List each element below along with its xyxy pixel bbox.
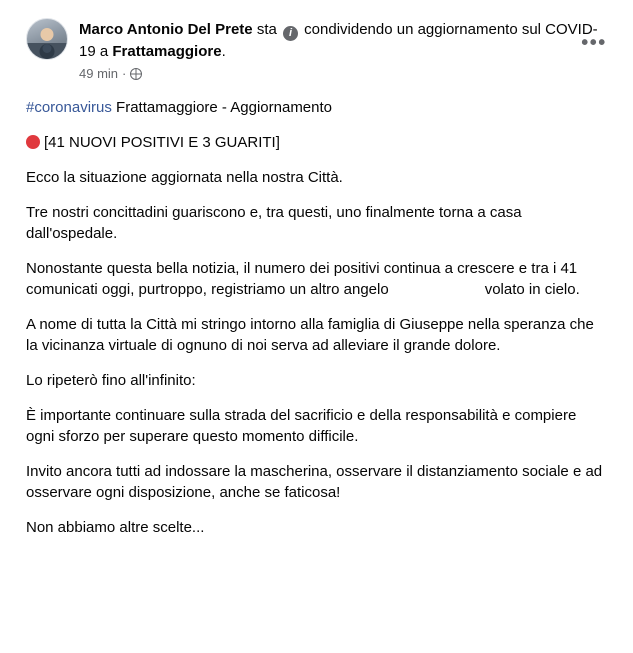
place-name[interactable]: Frattamaggiore	[112, 43, 222, 60]
meta-separator: ·	[122, 66, 127, 81]
post-paragraph-4: A nome di tutta la Città mi stringo intorno alla famiglia di Giuseppe nella speranza che la vicinanza virtuale di ognuno di noi serva ad alleviare il grande dolore.	[26, 316, 594, 354]
globe-icon[interactable]	[130, 68, 142, 80]
post-paragraph-7: Invito ancora tutti ad indossare la mascherina, osservare il distanziamento sociale e ad osservare ogni disposizione, anche se faticosa!	[26, 463, 603, 501]
post-attribution-line	[79, 19, 607, 62]
post-body	[26, 97, 607, 538]
post-paragraph-2: Tre nostri concittadini guariscono e, tra questi, uno finalmente torna a casa dall'ospedale.	[26, 204, 522, 242]
post-paragraph-6: È importante continuare sulla strada del sacrificio e della responsabilità e compiere ogni sforzo per superare questo momento difficile.	[26, 407, 577, 445]
post-header	[26, 18, 607, 83]
post-paragraph-3b: volato in cielo.	[484, 281, 580, 298]
post-menu-button[interactable]	[577, 26, 611, 60]
post-paragraph-hashtag	[26, 97, 607, 118]
info-icon: i	[283, 26, 298, 41]
hashtag-rest: Frattamaggiore - Aggiornamento	[111, 99, 333, 116]
attribution-pre: sta	[256, 21, 277, 38]
ellipsis-icon: •••	[581, 32, 607, 54]
post-paragraph-1: Ecco la situazione aggiornata nella nostra Città.	[26, 169, 343, 186]
post-meta-line	[79, 65, 607, 83]
alert-text: [41 NUOVI POSITIVI E 3 GUARITI]	[44, 134, 280, 151]
hashtag-link[interactable]: #coronavirus	[26, 99, 112, 116]
attribution-mid: condividendo un aggiornamento sul COVID-19 a	[79, 21, 598, 60]
avatar[interactable]	[26, 18, 68, 60]
post-paragraph-3	[26, 258, 607, 300]
post-timestamp[interactable]: 49 min	[79, 66, 119, 81]
post-paragraph-3a: Nonostante questa bella notizia, il numero dei positivi continua a crescere e tra i 41 comunicati oggi, purtroppo, registriamo un altro angelo	[26, 260, 578, 298]
red-circle-icon	[26, 135, 40, 149]
post-paragraph-alert	[26, 132, 607, 153]
attribution-end: .	[221, 43, 226, 60]
post-header-text	[79, 18, 607, 83]
post-paragraph-8: Non abbiamo altre scelte...	[26, 519, 205, 536]
author-name[interactable]: Marco Antonio Del Prete	[79, 21, 253, 38]
post-paragraph-5: Lo ripeterò fino all'infinito:	[26, 372, 196, 389]
